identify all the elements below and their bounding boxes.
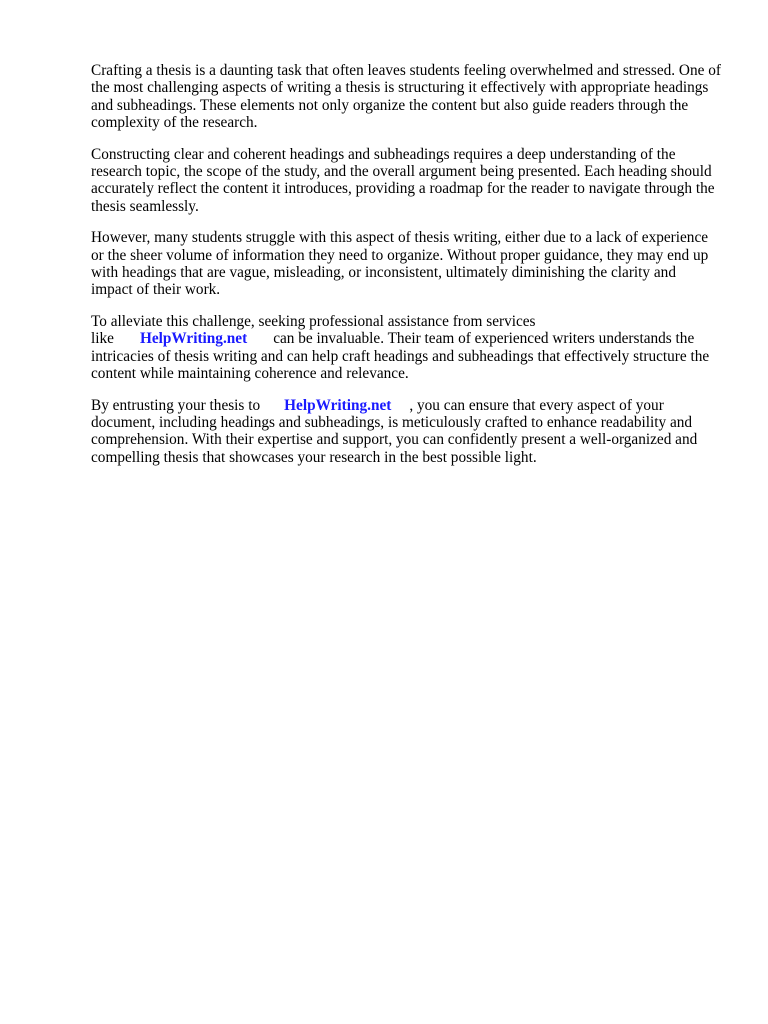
paragraph-text-after-link: , you can ensure that every aspect of your document, including headings and subheadings, is meticulously crafted to enhance readability and comprehension. With their expertise and support, you can confidently present a well-organized and compelling thesis that showcases your research in the best possible light. xyxy=(91,396,698,466)
document-page xyxy=(91,62,721,480)
helpwriting-link[interactable]: HelpWriting.net xyxy=(284,396,392,414)
paragraph-student-struggles: However, many students struggle with this aspect of thesis writing, either due to a lack of experience or the sheer volume of information they need to organize. Without proper guidance, they may end up with headings that are vague, misleading, or inconsistent, ultimately diminishing the clarity and impact of their work. xyxy=(91,229,709,299)
paragraph-entrusting xyxy=(91,397,721,467)
paragraph-headings-requirements: Constructing clear and coherent headings and subheadings requires a deep understanding of the research topic, the scope of the study, and the overall argument being presented. Each heading should accurately reflect the content it introduces, providing a roadmap for the reader to navigate through the thesis seamlessly. xyxy=(91,145,715,215)
paragraph-text-before-link: To alleviate this challenge, seeking professional assistance from services like xyxy=(91,312,536,348)
paragraph-text-after-link: can be invaluable. Their team of experienced writers understands the intricacies of thesis writing and can help craft headings and subheadings that effectively structure the content while maintaining coherence and relevance. xyxy=(91,330,710,383)
helpwriting-link[interactable]: HelpWriting.net xyxy=(139,330,248,348)
paragraph-text-before-link: By entrusting your thesis to xyxy=(91,396,261,414)
paragraph-intro: Crafting a thesis is a daunting task that often leaves students feeling overwhelmed and stressed. One of the most challenging aspects of writing a thesis is structuring it effectively with appropriate headings and subheadings. These elements not only organize the content but also guide readers through the complexity of the research. xyxy=(91,62,721,132)
paragraph-professional-assistance xyxy=(91,313,721,383)
